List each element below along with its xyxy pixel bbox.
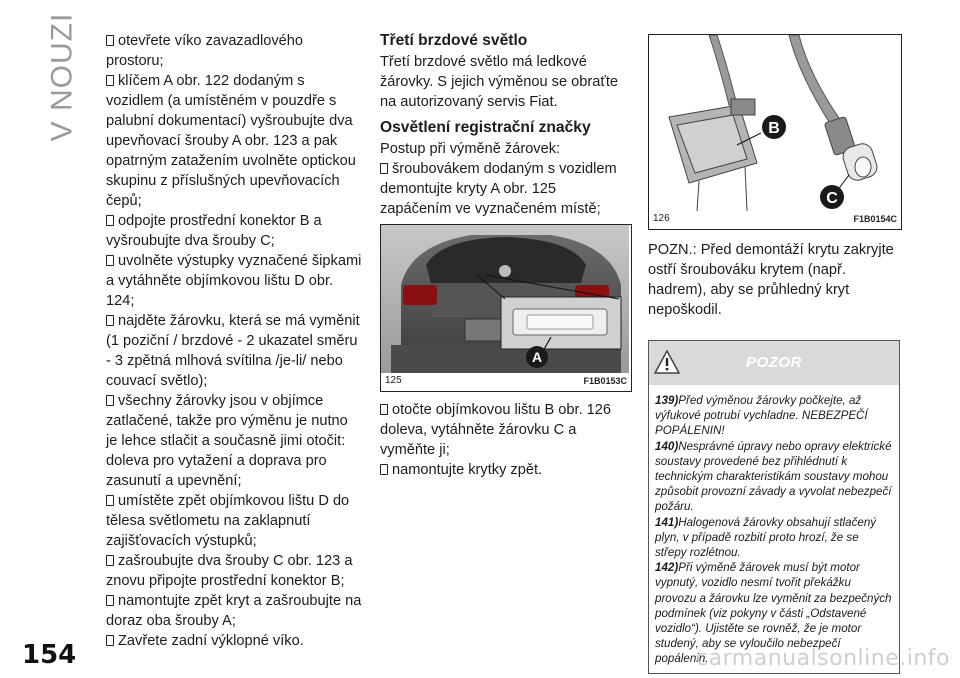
column-1 — [106, 31, 362, 651]
section-heading: Osvětlení registrační značky — [380, 119, 591, 136]
figure-callout-c: C — [826, 190, 838, 207]
checkbox-bullet-icon — [380, 163, 388, 174]
list-item: otočte objímkovou lištu B obr. 126 doleva, vytáhněte žárovku C a vyměňte ji; — [380, 402, 612, 458]
rear-car-illustration — [381, 225, 629, 373]
column-2 — [380, 31, 630, 480]
checkbox-bullet-icon — [106, 495, 114, 506]
warning-body — [649, 385, 899, 673]
list-item: najděte žárovku, která se má vyměnit (1 poziční / brzdové - 2 ukazatel směru - 3 zpětná mlhová svítilna /je-li/ nebo couvací světlo); — [106, 313, 360, 389]
list-item: namontujte zpět kryt a zašroubujte na doraz oba šrouby A; — [106, 593, 362, 629]
warning-box — [648, 340, 900, 674]
checkbox-bullet-icon — [106, 595, 114, 606]
list-item: všechny žárovky jsou v objímce zatlačené, takže pro výměnu je nutno je lehce stlačit a současně jimi otočit: doleva pro vytažení a doprava pro zasunutí a upevnění; — [106, 393, 348, 489]
figure-number: 125 — [385, 375, 402, 386]
list-item: otevřete víko zavazadlového prostoru; — [106, 33, 303, 69]
section-heading: Třetí brzdové světlo — [380, 32, 528, 49]
figure-125 — [380, 224, 632, 392]
warning-entry: 139)Před výměnou žárovky počkejte, až výfukové potrubí vychladne. NEBEZPEČÍ POPÁLENIN! — [655, 394, 868, 438]
list-item: zašroubujte dva šrouby C obr. 123 a znovu připojte prostřední konektor B; — [106, 553, 353, 589]
checkbox-bullet-icon — [106, 635, 114, 646]
checkbox-bullet-icon — [106, 315, 114, 326]
warning-title: POZOR — [746, 354, 802, 371]
checkbox-bullet-icon — [106, 75, 114, 86]
checkbox-bullet-icon — [106, 215, 114, 226]
column-3 — [648, 34, 900, 674]
figure-126 — [648, 34, 902, 230]
bulb-holder-illustration — [649, 35, 899, 211]
checkbox-bullet-icon — [106, 35, 114, 46]
checkbox-bullet-icon — [380, 464, 388, 475]
figure-number: 126 — [653, 213, 670, 224]
note-paragraph: POZN.: Před demontáží krytu zakryjte ostří šroubováku krytem (např. hadrem), aby se průhledný kryt nepoškodil. — [648, 242, 894, 318]
list-item: klíčem A obr. 122 dodaným s vozidlem (a umístěném v pouzdře s palubní dokumentací) vyšroubujte dva upevňovací šrouby A obr. 123 a pak opatrným zatažením uvolněte optickou skupinu z příslušných upevňovacích čepů; — [106, 73, 356, 209]
figure-code: F1B0153C — [583, 376, 627, 386]
paragraph: Třetí brzdové světlo má ledkové žárovky. S jejich výměnou se obraťte na autorizovaný servis Fiat. — [380, 54, 618, 110]
figure-code: F1B0154C — [853, 214, 897, 224]
paragraph: Postup při výměně žárovek: — [380, 141, 561, 157]
figure-caption — [649, 211, 901, 229]
figure-callout-b: B — [768, 120, 780, 137]
figure-caption — [381, 373, 631, 391]
list-item: namontujte krytky zpět. — [380, 460, 630, 480]
checkbox-bullet-icon — [380, 404, 388, 415]
checkbox-bullet-icon — [106, 255, 114, 266]
list-item: uvolněte výstupky vyznačené šipkami a vytáhněte objímkovou lištu D obr. 124; — [106, 253, 362, 309]
site-watermark: carmanualsonline.info — [696, 646, 950, 671]
list-item: umístěte zpět objímkovou lištu D do tělesa světlometu na zaklapnutí zajišťovacích výstupků; — [106, 493, 350, 549]
checkbox-bullet-icon — [106, 555, 114, 566]
list-item: Zavřete zadní výklopné víko. — [106, 631, 362, 651]
warning-triangle-icon — [653, 349, 681, 375]
section-side-label: V NOUZI — [45, 12, 79, 142]
checkbox-bullet-icon — [106, 395, 114, 406]
warning-entry: 141)Halogenová žárovky obsahují stlačený plyn, v případě rozbití proto hrozí, že se střepy rozlétnou. — [655, 515, 877, 560]
list-item: šroubovákem dodaným s vozidlem demontujte kryty A obr. 125 zapáčením ve vyznačeném místě; — [380, 161, 617, 217]
page-number: 154 — [22, 640, 77, 670]
figure-callout: A — [531, 349, 543, 365]
warning-entry: 142)Při výměně žárovek musí být motor vypnutý, vozidlo nesmí tvořit překážku provozu a žárovku lze vyměnit za bezpečných podmínek (viz pokyny v části „Odstavené vozidlo“). Ujistěte se rovněž, že je motor studený, aby se vyloučilo nebezpečí popálenin. — [655, 561, 892, 666]
warning-header — [649, 341, 899, 385]
list-item: odpojte prostřední konektor B a vyšroubujte dva šrouby C; — [106, 213, 322, 249]
warning-entry: 140)Nesprávné úpravy nebo opravy elektrické soustavy provedené bez přihlédnutí k technickým charakteristikám soustavy mohou způsobit provozní závady a vyvolat nebezpečí požáru. — [655, 439, 892, 514]
